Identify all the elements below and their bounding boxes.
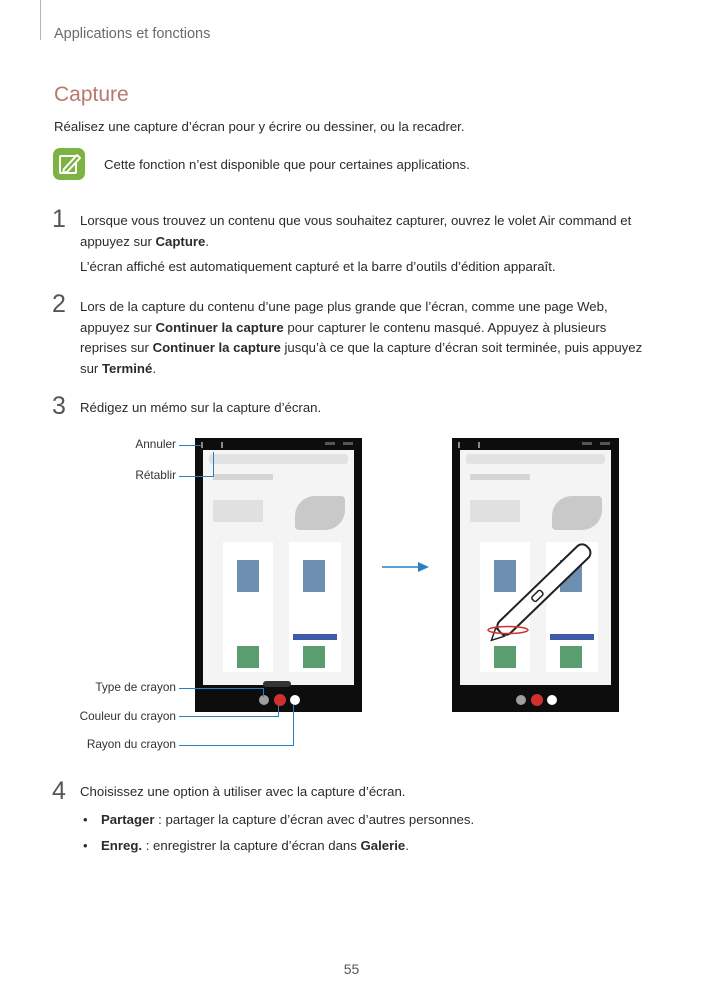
product-thumb [303, 646, 325, 668]
label-pen-color: Couleur du crayon [79, 709, 176, 723]
pen-color-swatch[interactable] [274, 694, 286, 706]
pen-type-icon[interactable] [516, 695, 526, 705]
share-icon[interactable] [582, 442, 592, 445]
callout-line-pen-size [293, 705, 294, 746]
step-4-text: Choisissez une option à utiliser avec la capture d’écran. [80, 784, 406, 799]
bullet: • [83, 838, 88, 853]
page-number: 55 [343, 961, 360, 977]
callout-line-pen-type [263, 688, 264, 697]
browser-address-bar [209, 454, 348, 464]
note-text: Cette fonction n’est disponible que pour certaines applications. [104, 157, 470, 172]
share-icon[interactable] [325, 442, 335, 445]
product-card [223, 542, 273, 672]
callout-line-redo [213, 452, 214, 477]
label-redo: Rétablir [135, 468, 176, 482]
header-rule [40, 0, 41, 40]
step-3-number: 3 [52, 392, 66, 420]
step-2-number: 2 [52, 290, 66, 318]
note-pen-icon [53, 148, 85, 180]
pen-size-icon[interactable] [290, 695, 300, 705]
tablet-after [452, 438, 619, 712]
step-3-text: Rédigez un mémo sur la capture d’écran. [80, 400, 322, 415]
callout-line-pen-type [179, 688, 263, 689]
callout-line-undo [179, 445, 202, 446]
bullet: • [83, 812, 88, 827]
captured-screen [203, 450, 354, 685]
option-save: Enreg. : enregistrer la capture d’écran dans Galerie. [101, 838, 409, 853]
product-hero-image [295, 496, 345, 530]
product-card [289, 542, 341, 672]
save-icon[interactable] [600, 442, 610, 445]
pen-size-icon[interactable] [547, 695, 557, 705]
label-pen-size: Rayon du crayon [86, 737, 176, 751]
option-share: Partager : partager la capture d’écran avec d’autres personnes. [101, 812, 475, 827]
pen-color-swatch[interactable] [531, 694, 543, 706]
continue-capture-button[interactable] [263, 681, 291, 687]
callout-line-redo [179, 476, 213, 477]
callout-line-pen-color [278, 705, 279, 717]
s-pen-illustration [460, 450, 611, 685]
product-thumb [237, 560, 259, 592]
undo-icon[interactable] [201, 442, 211, 448]
pen-type-icon[interactable] [259, 695, 269, 705]
captured-screen [460, 450, 611, 685]
product-thumb [303, 560, 325, 592]
intro-text: Réalisez une capture d’écran pour y écrire ou dessiner, ou la recadrer. [54, 119, 465, 134]
step-1-number: 1 [52, 205, 66, 233]
callout-line-pen-size [179, 745, 293, 746]
tablet-before [195, 438, 362, 712]
product-text-block [213, 500, 263, 522]
callout-line-pen-color [179, 716, 278, 717]
step-1-result: L’écran affiché est automatiquement capturé et la barre d’outils d’édition apparaît. [80, 259, 556, 274]
page-title: Capture [54, 83, 129, 106]
step-1-text: Lorsque vous trouvez un contenu que vous souhaitez capturer, ouvrez le volet Air command et appuyez sur Capture. [80, 213, 632, 249]
redo-icon[interactable] [213, 442, 223, 448]
arrow-right-icon [382, 559, 430, 575]
redo-icon[interactable] [470, 442, 480, 448]
label-pen-type: Type de crayon [95, 680, 176, 694]
step-2-text: Lors de la capture du contenu d’une page plus grande que l’écran, comme une page Web, appuyez sur Continuer la capture pour capturer le contenu masqué. Appuyez à plusieurs reprises sur Continuer la capture jusqu’à ce que la capture d’écran soit terminée, puis appuyez sur Terminé. [80, 299, 643, 376]
buy-button-block [293, 634, 337, 640]
undo-icon[interactable] [458, 442, 468, 448]
product-thumb [237, 646, 259, 668]
step-4-number: 4 [52, 777, 66, 805]
save-icon[interactable] [343, 442, 353, 445]
page-heading-block [213, 474, 273, 480]
label-undo: Annuler [135, 437, 176, 451]
section-header: Applications et fonctions [54, 26, 211, 42]
